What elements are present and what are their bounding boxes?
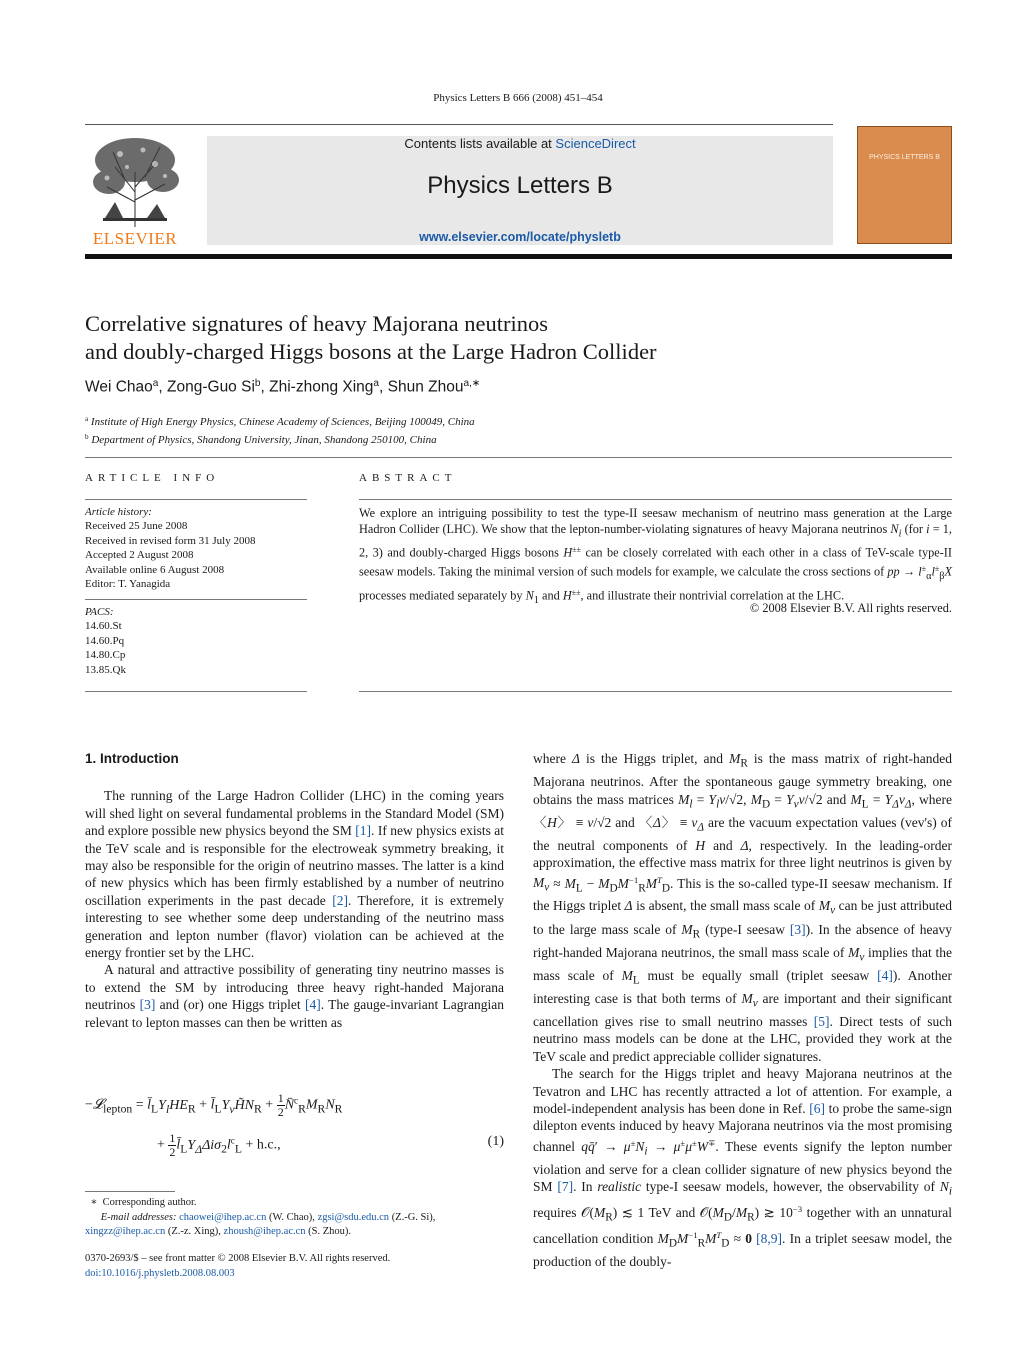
author-name[interactable]: Zong-Guo Si [167,378,255,396]
history-label: Article history: [85,506,152,518]
sciencedirect-link[interactable]: ScienceDirect [555,136,636,151]
author-affiliation-mark: b [254,378,261,389]
contents-prefix: Contents lists available at [404,136,552,151]
pacs-code: 14.60.St [85,620,122,633]
affiliation-b: $^b$ Department of Physics, Shandong University, Jinan, Shandong 250100, China [85,432,437,446]
author-affiliation-mark: a [373,378,380,389]
info-rule [85,691,307,692]
citation-link[interactable]: [3] [139,997,156,1013]
author-name[interactable]: Zhi-zhong Xing [269,378,374,396]
article-info-heading: ARTICLE INFO [85,472,220,484]
pacs-label: PACS: [85,606,114,618]
body-column-right [533,750,952,1270]
history-item: Editor: T. Yanagida [85,578,171,591]
citation-link[interactable]: [1] [355,823,372,839]
email-link[interactable]: zgsi@sdu.edu.cn [317,1211,390,1223]
history-item: Available online 6 August 2008 [85,563,225,576]
pacs-code: 14.60.Pq [85,634,125,647]
citation-link[interactable]: [2] [332,892,348,908]
paragraph: A natural and attractive possibility of generating tiny neutrino masses is to extend the SM by introducing three heavy right-handed Majorana neutrinos [3] and (or) one Higgs triplet [4]. The gauge-invariant Lagrangian relevant to lepton masses can then be written as [85,962,504,1030]
paragraph: The running of the Large Hadron Collider (LHC) in the coming years will shed light on several fundamental problems in the Standard Model (SM) and explore possible new physics beyond the SM [1]. If new physics exists at the TeV scale and is responsible for the electroweak symmetry breaking, it may also be responsible for the origin of neutrino masses. The latter is a kind of new physics which has been firmly established by a number of neutrino oscillation experiments in the past decade [2]. Therefore, it is extremely interesting to see whether some deep understanding of the neutrino mass generation and lepton number (flavor) violation can be achieved at the energy frontier set by the LHC. [85,788,504,961]
citation-link[interactable]: [6] [809,1100,825,1116]
section-rule [85,457,952,458]
abstract-rule [359,691,952,692]
equation-1 [85,1086,504,1166]
title-line-2: and doubly-charged Higgs bosons at the Large Hadron Collider [85,339,657,364]
affiliations [85,412,955,448]
paragraph: The search for the Higgs triplet and heavy Majorana neutrinos at the Tevatron and LHC has recently attracted a lot of attention. For example, a model-independent analysis has been done in Ref. [6] to probe the same-sign dilepton events induced by heavy Majorana neutrinos via the most promising channel qq̄′ → $\mu^\pm N_i \to \mu^\pm\mu^\pm W^\mp$. These events signify the lepton number violation and serve for a clean collider signature of new physics beyond the SM [7]. In realistic type-I seesaw models, however, the observability of $N_i$ requires $𝒪(M_R)$ ≲ 1 TeV and $𝒪(M_D/M_R)$ ≳ $10^{-3}$ together with an unnatural cancellation condition $M_DM^{-1}_RM^T_D \approx 0$ [8,9]. In a triplet seesaw model, the production of the doubly- [533,1066,953,1269]
section-title: 1. Introduction [85,751,179,766]
author-name[interactable]: Shun Zhou [387,378,464,396]
abstract-copyright: © 2008 Elsevier B.V. All rights reserved. [749,601,952,615]
paper-title [85,310,955,366]
equation-line: −𝓛$_{lepton}$ = $l̄_LY_lHE_R$ + $l̄_LY_\nu H̃N_R$ + $\frac{1}{2}$ $N̄^c_RM_RN_R$ [85,1091,343,1119]
issn-line: 0370-2693/$ – see front matter © 2008 Elsevier B.V. All rights reserved. [85,1253,391,1264]
title-line-1: Correlative signatures of heavy Majorana neutrinos [85,311,548,336]
abstract-text: We explore an intriguing possibility to test the type-II seesaw mechanism of neutrino mass generation at the Large Hadron Collider (LHC). We show that the lepton-number-violating signatures of heavy Majorana neutrinos $N_i$ (for i = 1, 2, 3) and doubly-charged Higgs bosons H±± can be closely correlated with each other in a class of TeV-scale type-II seesaw models. Taking the minimal version of such models for example, we calculate the cross sections of pp → $l^\pm_\alpha l^\pm_\beta X$ processes mediated separately by $N_1$ and H±±, and illustrate their nontrivial correlation at the LHC. [359,506,952,606]
history-item: Received in revised form 31 July 2008 [85,534,256,547]
cover-title: PHYSICS LETTERS B [869,154,940,161]
pacs-codes [85,605,307,677]
body-column-left [85,750,504,1031]
contents-line [207,136,833,151]
citation-link[interactable]: [3] [789,921,806,937]
header-rule [85,124,833,125]
history-item: Accepted 2 August 2008 [85,549,194,562]
journal-cover-thumbnail [857,126,952,244]
pacs-code: 13.85.Qk [85,663,126,676]
corresponding-author-note: ∗ Corresponding author. [85,1197,197,1208]
citation-link[interactable]: [4] [304,997,321,1013]
paragraph: where Δ is the Higgs triplet, and $M_R$ is the mass matrix of right-handed Majorana neutrinos. After the spontaneous gauge symmetry breaking, one obtains the mass matrices $M_l = Y_lv/√2$, $M_D = Y_\nu v/√2$ and $M_L = Y_\Delta v_\Delta$, where 〈H〉 ≡ v/√2 and 〈Δ〉 ≡ $v_\Delta$ are the vacuum expectation values (vev's) of the neutral components of H and Δ, respectively. In the leading-order approximation, the effective mass matrix for three light neutrinos is given by $M_\nu \approx M_L - M_DM^{-1}_RM^T_D$. This is the so-called type-II seesaw mechanism. If the Higgs triplet Δ is absent, the small mass scale of $M_\nu$ can be just attributed to the large mass scale of $M_R$ (type-I seesaw [3]). In the absence of heavy right-handed Majorana neutrinos, the small mass scale of $M_\nu$ implies that the mass scale of $M_L$ must be equally small (triplet seesaw [4]). Another interesting case is that both terms of $M_\nu$ are important and their significant cancellation gives rise to small neutrino masses [5]. Direct tests of such neutrino mass models can be done at the LHC, provided they work at the TeV scale and predict appreciable collider signatures. [533,751,953,1064]
citation-link[interactable]: [5] [813,1013,830,1029]
equation-line: + $\frac{1}{2}$ $l̄_LY_\Delta\Delta i\sigma_2l^c_L + h.c$., [157,1131,281,1159]
equation-number: (1) [487,1134,504,1149]
citation-link[interactable]: [4] [877,967,893,983]
author-affiliation-mark: a [152,378,159,389]
pacs-code: 14.80.Cp [85,649,126,662]
doi-link[interactable]: doi:10.1016/j.physletb.2008.08.003 [85,1267,235,1279]
author-name[interactable]: Wei Chao [85,378,153,396]
publisher-name: ELSEVIER [92,229,178,248]
author-list: Wei Chao$^a$, Zong-Guo Si$^b$, Zhi-zhong Xing$^a$, Shun Zhou$^{a,∗}$ [85,378,481,396]
email-link[interactable]: zhoush@ihep.ac.cn [223,1226,306,1237]
email-link[interactable]: xingzz@ihep.ac.cn [85,1226,166,1237]
history-item: Received 25 June 2008 [85,520,188,533]
header-thick-rule [85,254,952,259]
affiliation-a: $^a$ Institute of High Energy Physics, Chinese Academy of Sciences, Beijing 100049, China [85,415,475,428]
front-matter [85,1252,504,1281]
journal-title: Physics Letters B [427,172,613,199]
citation-link[interactable]: [8,9] [756,1230,783,1246]
footnotes [85,1196,504,1240]
abstract-rule [359,499,952,500]
article-history [85,505,307,591]
email-link[interactable]: chaowei@ihep.ac.cn [179,1211,267,1223]
journal-url-link[interactable]: www.elsevier.com/locate/physletb [419,230,621,244]
info-rule [85,499,307,500]
citation-link[interactable]: [7] [557,1179,574,1195]
journal-reference: Physics Letters B 666 (2008) 451–454 [433,92,603,104]
email-addresses: E-mail addresses: chaowei@ihep.ac.cn (W. Chao), zgsi@sdu.edu.cn (Z.-G. Si), xingzz@ihep.ac.cn (Z.-z. Xing), zhoush@ihep.ac.cn (S. Zhou). [85,1211,436,1237]
footnote-rule [85,1191,175,1192]
info-rule [85,599,307,600]
author-affiliation-mark: a,∗ [463,378,481,389]
abstract-heading: ABSTRACT [359,472,457,484]
